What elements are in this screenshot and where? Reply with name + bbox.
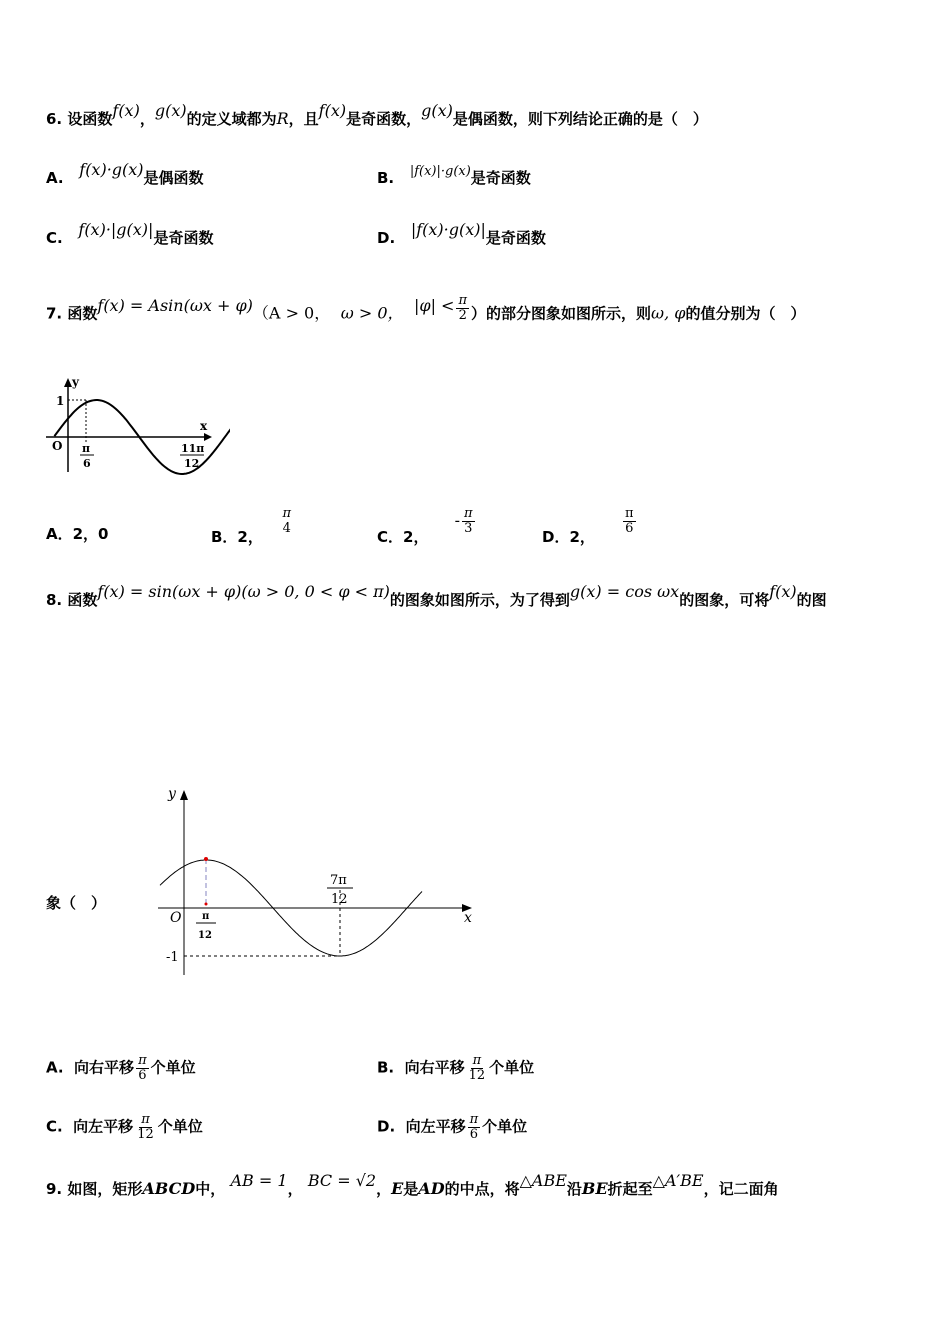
q7-one-label: 1: [56, 394, 65, 408]
q6-option-c: C. f(x)·|g(x)|是奇函数: [46, 220, 214, 247]
q7-tick1-den: 6: [83, 457, 91, 470]
q8-tick2-den: 12: [331, 892, 348, 907]
q8-x-label: x: [464, 910, 472, 926]
q9-stem: 9. 如图，矩形ABCD中， AB = 1， BC = √2，E是AD的中点，将△ABE沿BE折起至△A′BE，记二面角: [46, 1171, 779, 1198]
q8-stem-cont: 象（ ）: [46, 894, 107, 912]
q9-number: 9.: [46, 1180, 63, 1198]
q8-tick1-num: π: [202, 911, 210, 922]
q8-axis-point: [205, 903, 208, 906]
q7-stem: 7. 函数f(x) = Asin(ωx + φ)（A > 0， ω > 0， |φ| < $\frac{\pi}{2}$ ）的部分图象如图所示，则ω, φ的值分别为（ ）: [46, 293, 806, 323]
q7-pi-over-2: $\frac{\pi}{2}$: [458, 293, 467, 323]
q8-option-a: A. 向右平移 $\frac{\pi}{6}$ 个单位: [46, 1053, 196, 1083]
q8-option-d: D. 向左平移 $\frac{\pi}{6}$ 个单位: [377, 1112, 528, 1142]
q8-option-b: B. 向右平移 $\frac{\pi}{12}$ 个单位: [377, 1053, 535, 1083]
q7-y-arrow: [64, 378, 72, 387]
q7-x-arrow: [204, 433, 212, 441]
q6-option-b: B. |f(x)|·g(x)是奇函数: [377, 164, 531, 187]
q7-y-label: y: [72, 375, 79, 389]
q8-max-point: [204, 857, 208, 861]
q7-tick2-num: 11π: [181, 442, 205, 455]
q8-minus-one-label: -1: [166, 950, 179, 965]
q7-number: 7.: [46, 304, 63, 323]
q6-option-d: D. |f(x)·g(x)|是奇函数: [377, 220, 546, 247]
q8-number: 8.: [46, 591, 63, 609]
q7-tick2-den: 12: [184, 457, 200, 470]
q8-y-arrow: [180, 790, 188, 800]
q8-stem: 8. 函数f(x) = sin(ωx + φ)(ω > 0, 0 < φ < π)的图象如图所示，为了得到g(x) = cos ωx的图象，可将f(x)的图: [46, 582, 827, 609]
q7-option-c: C．2， - $\frac{\pi}{3}$: [377, 506, 473, 546]
q7-tick1-num: π: [82, 442, 91, 455]
q6-stem: 6. 设函数f(x)，g(x)的定义域都为R，且f(x)是奇函数，g(x)是偶函数，则下列结论正确的是（ ）: [46, 101, 708, 128]
q7-option-a: A．2，0: [46, 525, 109, 543]
q8-option-c: C. 向左平移 $\frac{\pi}{12}$ 个单位: [46, 1112, 203, 1142]
q7-option-d: D．2， $\frac{\pi}{6}$: [542, 506, 634, 546]
q7-x-label: x: [200, 419, 208, 433]
q7-origin-label: O: [52, 439, 63, 453]
q8-origin-label: O: [170, 910, 182, 926]
q8-y-label: y: [168, 786, 176, 802]
q6-number: 6.: [46, 110, 63, 128]
q7-graph: [40, 372, 230, 482]
q7-option-b: B．2， $\frac{\pi}{4}$: [211, 506, 292, 546]
q8-tick2-num: 7π: [330, 873, 347, 888]
q8-tick1-den: 12: [198, 930, 212, 941]
q8-graph: [150, 780, 490, 980]
q6-option-a: A. f(x)·g(x)是偶函数: [46, 160, 204, 187]
